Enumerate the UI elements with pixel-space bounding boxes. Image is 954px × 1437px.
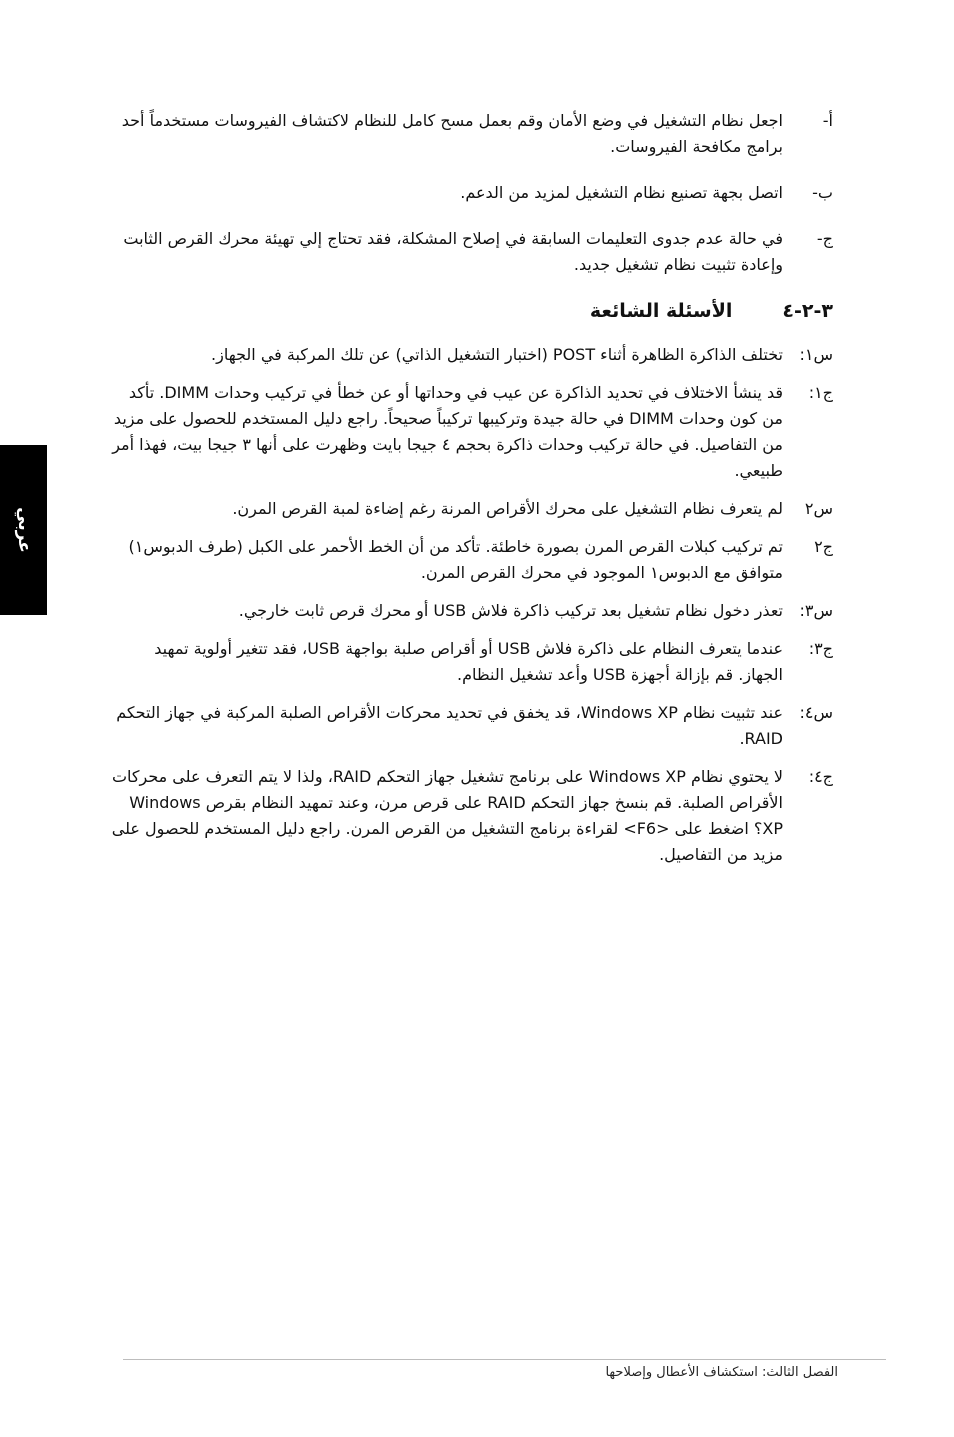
footer-chapter-title: الفصل الثالث: استكشاف الأعطال وإصلاحها: [605, 1365, 838, 1380]
faq-label: ج٢: [814, 537, 833, 556]
faq-text: تم تركيب كبلات القرص المرن بصورة خاطئة. تأكد من أن الخط الأحمر على الكبل (طرف الدبوس١) متوافق مع الدبوس١ الموجود في محرك القرص المرن.: [128, 537, 783, 582]
faq-label: ج٤:: [808, 767, 833, 786]
faq-question-2: [110, 496, 833, 522]
intro-item-a: [110, 108, 833, 160]
faq-label: س٢: [804, 499, 833, 518]
faq-question-3: [110, 598, 833, 624]
faq-answer-2: [110, 534, 833, 586]
faq-text: تعذر دخول نظام تشغيل بعد تركيب ذاكرة فلاش USB أو محرك قرص ثابت خارجي.: [238, 601, 783, 620]
faq-text: لا يحتوي نظام Windows XP على برنامج تشغيل جهاز التحكم RAID، ولذا لا يتم التعرف على محركات الأقراص الصلبة. قم بنسخ جهاز التحكم RAID على قرص مرن، وعند تمهيد النظام بقرص Windows XP؟ اضغط على <F6> لقراءة برنامج التشغيل من القرص المرن. راجع دليل المستخدم للحصول على مزيد من التفاصيل.: [111, 767, 783, 864]
faq-question-1: [110, 342, 833, 368]
faq-text: عندما يتعرف النظام على ذاكرة فلاش USB أو أقراص صلبة بواجهة USB، فقد تتغير أولوية تمهيد الجهاز. قم بإزالة أجهزة USB وأعد تشغيل النظام.: [154, 639, 783, 684]
faq-question-4: [110, 700, 833, 752]
section-number: ٣-٢-٤: [782, 300, 833, 322]
faq-label: س١:: [799, 345, 833, 364]
faq-label: س٣:: [799, 601, 833, 620]
faq-text: تختلف الذاكرة الظاهرة أثناء POST (اختبار التشغيل الذاتي) عن تلك المركبة في الجهاز.: [211, 345, 783, 364]
faq-text: عند تثبيت نظام Windows XP، قد يخفق في تحديد محركات الأقراص الصلبة المركبة في جهاز التحكم RAID.: [116, 703, 783, 748]
faq-answer-4: [110, 764, 833, 868]
section-title: الأسئلة الشائعة: [589, 300, 733, 322]
intro-item-label: ب-: [812, 183, 833, 202]
intro-item-label: أ-: [822, 111, 833, 130]
page-content: [110, 108, 833, 880]
intro-item-label: ج-: [816, 229, 833, 248]
faq-answer-1: [110, 380, 833, 484]
faq-answer-3: [110, 636, 833, 688]
faq-label: ج٣:: [808, 639, 833, 658]
section-heading: [110, 298, 833, 324]
faq-text: لم يتعرف نظام التشغيل على محرك الأقراص المرنة رغم إضاءة لمبة القرص المرن.: [232, 499, 783, 518]
intro-item-text: اتصل بجهة تصنيع نظام التشغيل لمزيد من الدعم.: [460, 183, 783, 202]
intro-item-c: [110, 226, 833, 278]
intro-item-text: اجعل نظام التشغيل في وضع الأمان وقم بعمل مسح كامل للنظام لاكتشاف الفيروسات مستخدماً أحد برامج مكافحة الفيروسات.: [121, 111, 783, 156]
faq-label: ج١:: [808, 383, 833, 402]
footer-divider: [123, 1359, 886, 1360]
faq-text: قد ينشأ الاختلاف في تحديد الذاكرة عن عيب في وحداتها أو عن خطأ في تركيب وحدات DIMM. تأكد من كون وحدات DIMM في حالة جيدة وتركيبها تركيباً صحيحاً. راجع دليل المستخدم للحصول على مزيد من التفاصيل. في حالة تركيب وحدات ذاكرة بحجم ٤ جيجا بايت وظهرت على أنها ٣ جيجا بيت، فهذا أمر طبيعي.: [112, 383, 783, 480]
language-side-tab: [0, 445, 47, 615]
language-tab-label: عربي: [13, 507, 34, 553]
intro-item-text: في حالة عدم جدوى التعليمات السابقة في إصلاح المشكلة، فقد تحتاج إلي تهيئة محرك القرص الثابت وإعادة تثبيت نظام تشغيل جديد.: [123, 229, 783, 274]
faq-label: س٤:: [799, 703, 833, 722]
intro-item-b: [110, 180, 833, 206]
